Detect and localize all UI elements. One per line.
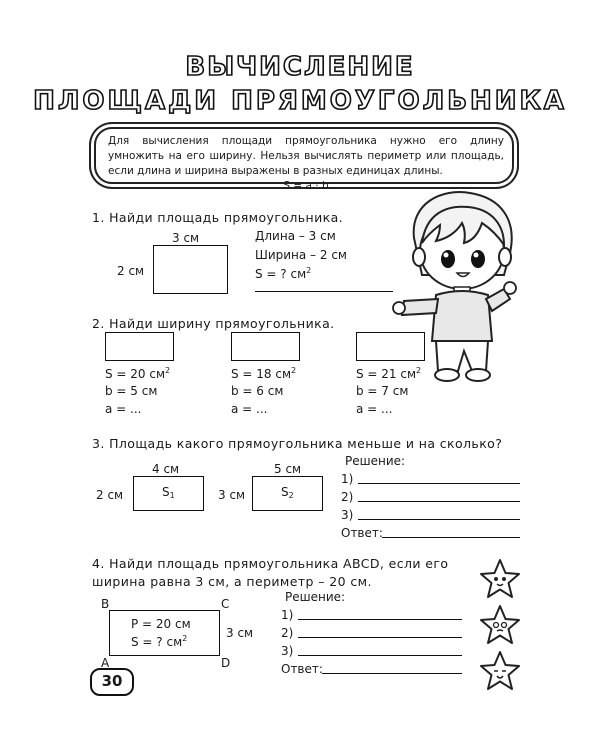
task2-item1-b: b = 5 см <box>105 384 158 398</box>
task3-r2-label: $S_2$ <box>281 485 294 500</box>
task3-answer-line[interactable] <box>382 537 520 538</box>
task2-item2-s: S = 18 $см^2$ <box>231 366 297 381</box>
vertex-b: B <box>101 597 110 611</box>
page-number: 30 <box>90 668 134 696</box>
task3-r1-top-label: 4 см <box>152 462 180 476</box>
task3-r1-side-label: 2 см <box>96 488 124 502</box>
vertex-c: C <box>221 597 230 611</box>
task4-step1-line[interactable] <box>298 619 462 620</box>
star-icon <box>477 603 523 647</box>
task2-item2-b: b = 6 см <box>231 384 284 398</box>
task3-step2-line[interactable] <box>358 501 520 502</box>
task4-side-label: 3 см <box>226 626 254 640</box>
task1-width: Ширина – 2 см <box>255 248 347 262</box>
task2-rectangle-1 <box>105 332 174 361</box>
vertex-a: A <box>101 656 110 670</box>
task1-length: Длина – 3 см <box>255 229 336 243</box>
task4-step2-line[interactable] <box>298 637 462 638</box>
rule-text: Для вычисления площади прямоугольника нужно его длину умножить на его ширину. Нельзя вычислять периметр или площадь, если длина и ширина выражены в разных единицах длины. <box>108 135 504 177</box>
task4-step3-label: 3) <box>281 644 294 658</box>
task2-item1-s: S = 20 $см^2$ <box>105 366 171 381</box>
star-icon <box>477 557 523 601</box>
rule-box <box>94 127 514 192</box>
task2-heading: 2. Найди ширину прямоугольника. <box>92 316 335 331</box>
task3-r2-side-label: 3 см <box>218 488 246 502</box>
task4-solution-label: Решение: <box>285 590 346 604</box>
task3-answer-label: Ответ: <box>341 526 383 540</box>
task2-rectangle-2 <box>231 332 300 361</box>
task3-step2-label: 2) <box>341 490 354 504</box>
task4-heading-line2: ширина равна 3 см, а периметр – 20 см. <box>92 574 372 589</box>
task3-step3-line[interactable] <box>358 519 520 520</box>
task2-item2-a: a = ... <box>231 402 268 416</box>
task4-step2-label: 2) <box>281 626 294 640</box>
task2-item1-a: a = ... <box>105 402 142 416</box>
task1-rectangle <box>153 245 228 294</box>
rule-formula: S = a · b <box>283 180 329 192</box>
task4-step1-label: 1) <box>281 608 294 622</box>
task2-item3-b: b = 7 см <box>356 384 409 398</box>
task4-heading-line1: 4. Найди площадь прямоугольника ABCD, если его <box>92 556 449 571</box>
task2-item3-a: a = ... <box>356 402 393 416</box>
task3-solution-label: Решение: <box>345 454 406 468</box>
task4-area: S = ? $см^2$ <box>131 634 188 649</box>
task2-item3-s: S = 21 $см^2$ <box>356 366 422 381</box>
task4-answer-line[interactable] <box>322 673 462 674</box>
task3-step1-line[interactable] <box>358 483 520 484</box>
task3-heading: 3. Площадь какого прямоугольника меньше и на сколько? <box>92 436 503 451</box>
vertex-d: D <box>221 656 231 670</box>
task3-r1-label: $S_1$ <box>162 485 175 500</box>
task4-step3-line[interactable] <box>298 655 462 656</box>
task3-r2-top-label: 5 см <box>274 462 302 476</box>
task1-area: S = ? $см^2$ <box>255 266 312 281</box>
task1-top-label: 3 см <box>172 231 200 245</box>
task4-perimeter: P = 20 см <box>131 617 191 631</box>
task3-step1-label: 1) <box>341 472 354 486</box>
page-title-line1: ВЫЧИСЛЕНИЕ <box>185 52 415 82</box>
task4-answer-label: Ответ: <box>281 662 323 676</box>
boy-illustration <box>392 183 532 388</box>
task1-side-label: 2 см <box>117 264 145 278</box>
page-title-line2: ПЛОЩАДИ ПРЯМОУГОЛЬНИКА <box>33 86 567 116</box>
task1-heading: 1. Найди площадь прямоугольника. <box>92 210 344 225</box>
task1-answer-line[interactable] <box>255 291 393 292</box>
task3-step3-label: 3) <box>341 508 354 522</box>
star-icon <box>477 649 523 693</box>
